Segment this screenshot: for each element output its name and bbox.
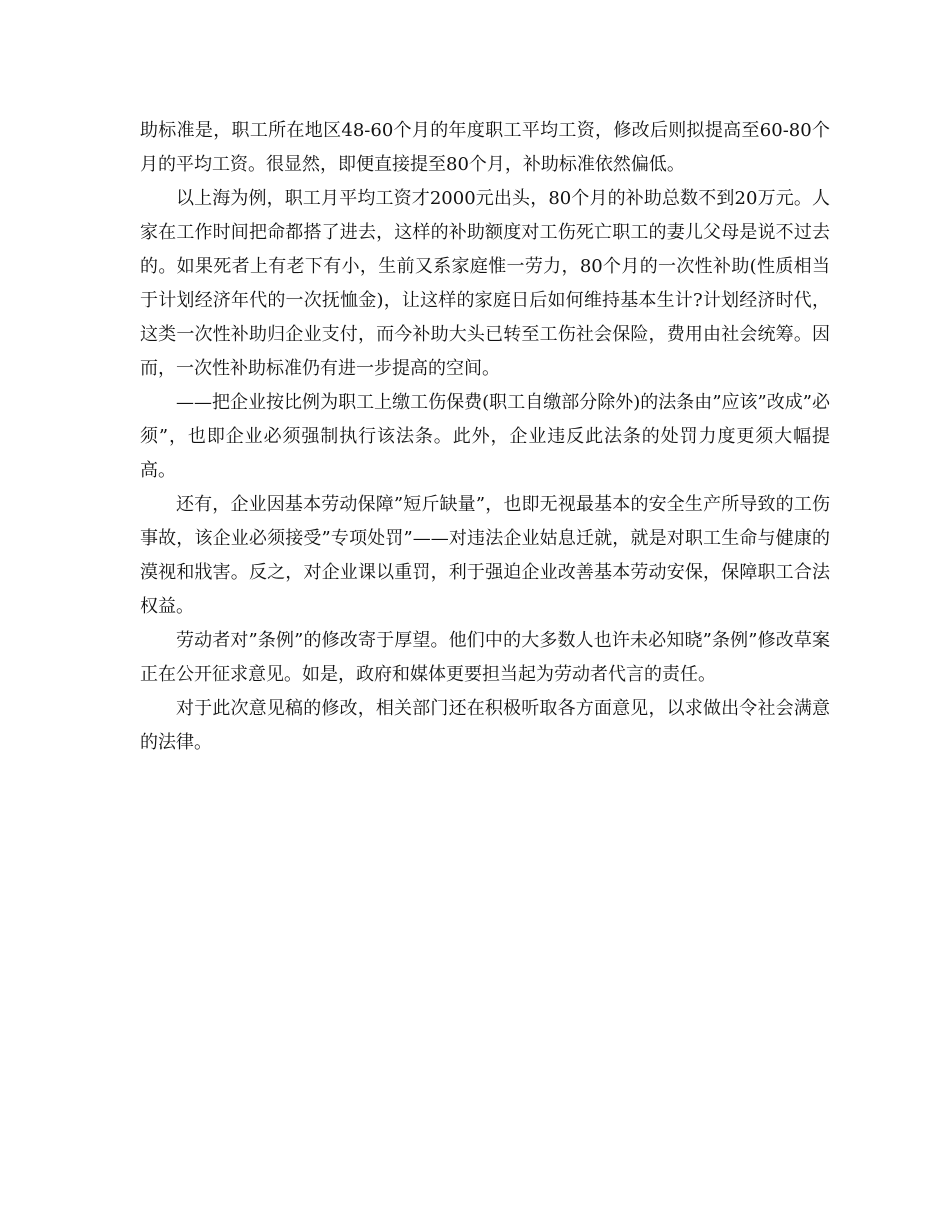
document-body [140,114,830,760]
paragraph-4: 还有，企业因基本劳动保障”短斤缺量”，也即无视最基本的安全生产所导致的工伤事故，该企业必须接受”专项处罚”——对违法企业姑息迁就，就是对职工生命与健康的漠视和戕害。反之，对企业课以重罚，利于强迫企业改善基本劳动安保，保障职工合法权益。 [140,494,830,617]
paragraph-5: 劳动者对”条例”的修改寄于厚望。他们中的大多数人也许未必知晓”条例”修改草案正在公开征求意见。如是，政府和媒体更要担当起为劳动者代言的责任。 [140,630,830,685]
paragraph-1: 助标准是，职工所在地区48-60个月的年度职工平均工资，修改后则拟提高至60-80个月的平均工资。很显然，即便直接提至80个月，补助标准依然偏低。 [140,120,830,175]
paragraph-2: 以上海为例，职工月平均工资才2000元出头，80个月的补助总数不到20万元。人家在工作时间把命都搭了进去，这样的补助额度对工伤死亡职工的妻儿父母是说不过去的。如果死者上有老下有小，生前又系家庭惟一劳力，80个月的一次性补助(性质相当于计划经济年代的一次抚恤金)，让这样的家庭日后如何维持基本生计?计划经济时代，这类一次性补助归企业支付，而今补助大头已转至工伤社会保险，费用由社会统筹。因而，一次性补助标准仍有进一步提高的空间。 [140,188,830,379]
paragraph-6: 对于此次意见稿的修改，相关部门还在积极听取各方面意见，以求做出令社会满意的法律。 [140,698,830,753]
paragraph-3: ——把企业按比例为职工上缴工伤保费(职工自缴部分除外)的法条由”应该”改成”必须”，也即企业必须强制执行该法条。此外，企业违反此法条的处罚力度更须大幅提高。 [140,392,830,481]
